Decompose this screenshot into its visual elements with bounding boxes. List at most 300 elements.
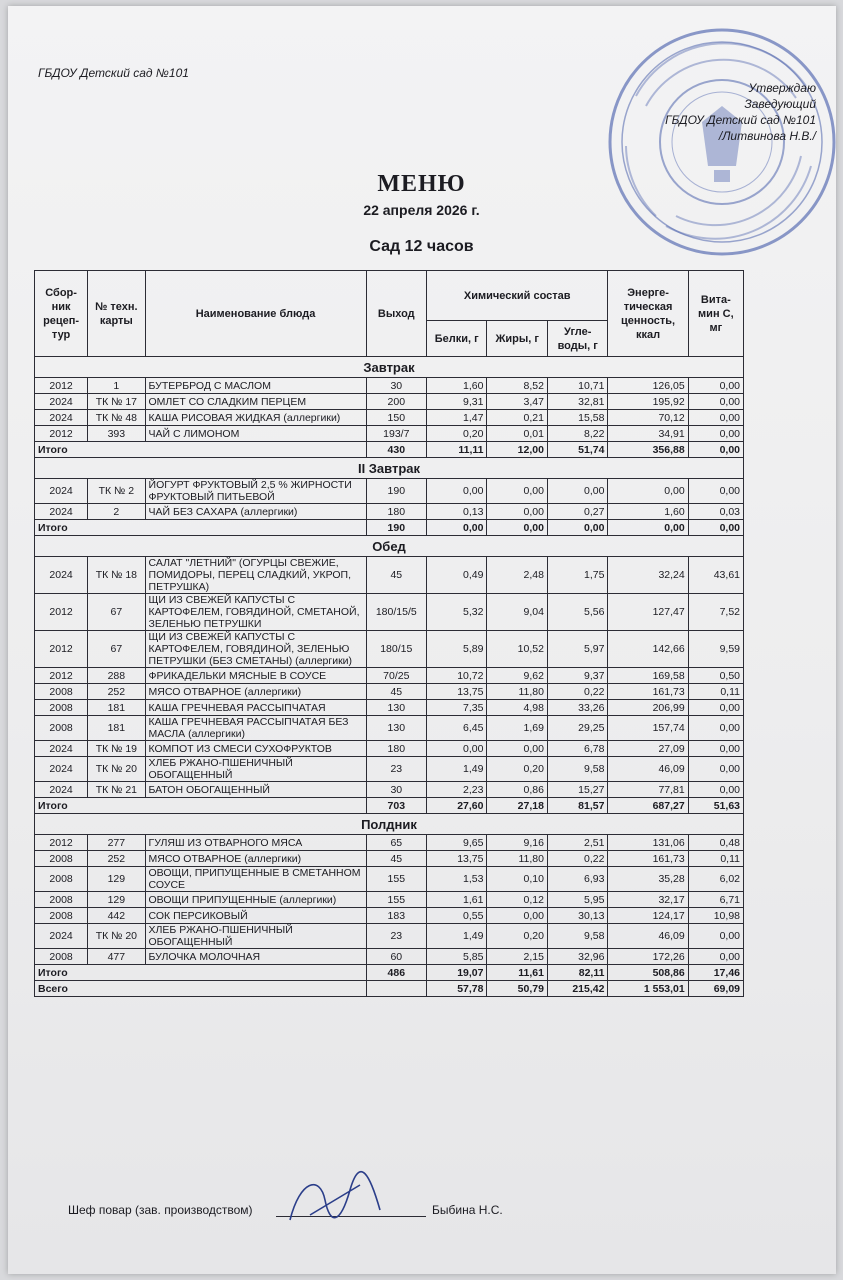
cell-energy: 46,09 (608, 924, 688, 949)
total-value: 17,46 (688, 965, 743, 981)
cell-energy: 46,09 (608, 757, 688, 782)
cell-vitamin: 0,00 (688, 741, 743, 757)
cell-recipe-book: 2012 (35, 594, 88, 631)
menu-row (35, 504, 744, 520)
cell-vitamin: 6,71 (688, 892, 743, 908)
col-recipe-book: Сбор-ник рецеп-тур (35, 271, 88, 357)
cell-tech-card: ТК № 20 (88, 924, 145, 949)
cell-carbs: 0,22 (547, 684, 607, 700)
cell-energy: 206,99 (608, 700, 688, 716)
cell-fat: 0,20 (487, 924, 547, 949)
cell-protein: 2,23 (427, 782, 487, 798)
total-value: 356,88 (608, 442, 688, 458)
col-fat: Жиры, г (487, 321, 547, 357)
menu-row (35, 908, 744, 924)
section-title: Завтрак (35, 357, 744, 378)
grand-total-value: 1 553,01 (608, 981, 688, 997)
cell-fat: 10,52 (487, 631, 547, 668)
cell-output: 155 (366, 892, 426, 908)
cell-dish-name: ОМЛЕТ СО СЛАДКИМ ПЕРЦЕМ (145, 394, 366, 410)
cell-recipe-book: 2012 (35, 668, 88, 684)
cell-carbs: 10,71 (547, 378, 607, 394)
cell-vitamin: 9,59 (688, 631, 743, 668)
cell-vitamin: 0,00 (688, 378, 743, 394)
cell-energy: 126,05 (608, 378, 688, 394)
grand-total-label: Всего (35, 981, 367, 997)
cell-protein: 9,65 (427, 835, 487, 851)
total-label: Итого (35, 965, 367, 981)
cell-dish-name: ЧАЙ С ЛИМОНОМ (145, 426, 366, 442)
cell-vitamin: 0,00 (688, 716, 743, 741)
cell-energy: 169,58 (608, 668, 688, 684)
cell-carbs: 15,58 (547, 410, 607, 426)
cell-protein: 1,49 (427, 757, 487, 782)
col-chemical: Химический состав (427, 271, 608, 321)
total-row (35, 965, 744, 981)
cell-fat: 0,12 (487, 892, 547, 908)
cell-output: 65 (366, 835, 426, 851)
approve-line: Утверждаю (748, 81, 816, 95)
cell-protein: 13,75 (427, 851, 487, 867)
cell-protein: 7,35 (427, 700, 487, 716)
cell-fat: 3,47 (487, 394, 547, 410)
cell-protein: 0,49 (427, 557, 487, 594)
cell-recipe-book: 2012 (35, 835, 88, 851)
total-value: 81,57 (547, 798, 607, 814)
total-row (35, 798, 744, 814)
cell-protein: 0,55 (427, 908, 487, 924)
total-value: 0,00 (487, 520, 547, 536)
cell-carbs: 6,78 (547, 741, 607, 757)
grand-total-value: 69,09 (688, 981, 743, 997)
cell-output: 150 (366, 410, 426, 426)
cell-vitamin: 0,00 (688, 700, 743, 716)
grand-total-value: 50,79 (487, 981, 547, 997)
cell-carbs: 32,81 (547, 394, 607, 410)
cell-fat: 0,10 (487, 867, 547, 892)
cell-carbs: 6,93 (547, 867, 607, 892)
cell-carbs: 2,51 (547, 835, 607, 851)
cell-carbs: 0,27 (547, 504, 607, 520)
cell-carbs: 9,58 (547, 757, 607, 782)
cell-output: 30 (366, 378, 426, 394)
approve-line: /Литвинова Н.В./ (718, 129, 816, 143)
col-dish-name: Наименование блюда (145, 271, 366, 357)
cell-carbs: 15,27 (547, 782, 607, 798)
menu-row (35, 479, 744, 504)
total-value: 11,11 (427, 442, 487, 458)
cell-tech-card: 1 (88, 378, 145, 394)
cell-tech-card: ТК № 2 (88, 479, 145, 504)
col-tech-card: № техн. карты (88, 271, 145, 357)
cell-output: 23 (366, 757, 426, 782)
cell-vitamin: 7,52 (688, 594, 743, 631)
cell-carbs: 5,56 (547, 594, 607, 631)
cell-carbs: 30,13 (547, 908, 607, 924)
total-value: 82,11 (547, 965, 607, 981)
cell-dish-name: КАША РИСОВАЯ ЖИДКАЯ (аллергики) (145, 410, 366, 426)
total-value: 0,00 (427, 520, 487, 536)
cell-protein: 1,47 (427, 410, 487, 426)
section-title: Полдник (35, 814, 744, 835)
cell-fat: 1,69 (487, 716, 547, 741)
cell-tech-card: 129 (88, 892, 145, 908)
cell-carbs: 1,75 (547, 557, 607, 594)
total-value: 51,63 (688, 798, 743, 814)
cell-vitamin: 10,98 (688, 908, 743, 924)
cell-recipe-book: 2008 (35, 851, 88, 867)
cell-recipe-book: 2024 (35, 782, 88, 798)
total-value: 687,27 (608, 798, 688, 814)
cell-dish-name: КАША ГРЕЧНЕВАЯ РАССЫПЧАТАЯ БЕЗ МАСЛА (аллергики) (145, 716, 366, 741)
cell-fat: 0,20 (487, 757, 547, 782)
cell-fat: 0,86 (487, 782, 547, 798)
menu-row (35, 716, 744, 741)
cell-carbs: 9,37 (547, 668, 607, 684)
cell-dish-name: КОМПОТ ИЗ СМЕСИ СУХОФРУКТОВ (145, 741, 366, 757)
cell-fat: 0,00 (487, 908, 547, 924)
cell-energy: 27,09 (608, 741, 688, 757)
cell-dish-name: ЩИ ИЗ СВЕЖЕЙ КАПУСТЫ С КАРТОФЕЛЕМ, ГОВЯДИНОЙ, ЗЕЛЕНЬЮ ПЕТРУШКИ (БЕЗ СМЕТАНЫ) (аллергики) (145, 631, 366, 668)
cell-fat: 0,00 (487, 479, 547, 504)
menu-row (35, 631, 744, 668)
menu-row (35, 851, 744, 867)
cell-energy: 32,17 (608, 892, 688, 908)
organization-name: ГБДОУ Детский сад №101 (38, 66, 189, 80)
cell-tech-card: 181 (88, 716, 145, 741)
cell-tech-card: 288 (88, 668, 145, 684)
section-header-row (35, 814, 744, 835)
cell-energy: 34,91 (608, 426, 688, 442)
cell-vitamin: 0,00 (688, 924, 743, 949)
document-title: МЕНЮ (377, 171, 466, 197)
cell-output: 180/15 (366, 631, 426, 668)
section-title: Обед (35, 536, 744, 557)
cell-energy: 157,74 (608, 716, 688, 741)
total-value: 51,74 (547, 442, 607, 458)
menu-row (35, 668, 744, 684)
cell-output: 193/7 (366, 426, 426, 442)
cell-vitamin: 0,00 (688, 426, 743, 442)
cell-protein: 6,45 (427, 716, 487, 741)
cell-dish-name: ФРИКАДЕЛЬКИ МЯСНЫЕ В СОУСЕ (145, 668, 366, 684)
cell-protein: 1,49 (427, 924, 487, 949)
col-output: Выход (366, 271, 426, 357)
menu-row (35, 378, 744, 394)
cell-dish-name: ЧАЙ БЕЗ САХАРА (аллергики) (145, 504, 366, 520)
cell-recipe-book: 2024 (35, 479, 88, 504)
cell-carbs: 9,58 (547, 924, 607, 949)
cell-protein: 5,85 (427, 949, 487, 965)
cell-fat: 0,01 (487, 426, 547, 442)
cell-tech-card: 129 (88, 867, 145, 892)
cell-dish-name: ЙОГУРТ ФРУКТОВЫЙ 2,5 % ЖИРНОСТИ ФРУКТОВЫЙ ПИТЬЕВОЙ (145, 479, 366, 504)
menu-row (35, 684, 744, 700)
cell-tech-card: 393 (88, 426, 145, 442)
menu-row (35, 924, 744, 949)
total-value: 27,18 (487, 798, 547, 814)
total-label: Итого (35, 442, 367, 458)
cell-recipe-book: 2008 (35, 684, 88, 700)
cell-energy: 35,28 (608, 867, 688, 892)
total-value: 486 (366, 965, 426, 981)
cell-vitamin: 0,00 (688, 410, 743, 426)
cell-vitamin: 0,50 (688, 668, 743, 684)
cell-protein: 1,53 (427, 867, 487, 892)
total-row (35, 520, 744, 536)
menu-row (35, 594, 744, 631)
document-date: 22 апреля 2026 г. (363, 202, 480, 218)
cell-recipe-book: 2008 (35, 867, 88, 892)
cell-dish-name: ГУЛЯШ ИЗ ОТВАРНОГО МЯСА (145, 835, 366, 851)
total-value: 0,00 (608, 520, 688, 536)
total-value: 508,86 (608, 965, 688, 981)
total-value: 12,00 (487, 442, 547, 458)
cell-energy: 161,73 (608, 851, 688, 867)
cell-vitamin: 0,11 (688, 851, 743, 867)
cell-energy: 131,06 (608, 835, 688, 851)
chef-signature (280, 1170, 390, 1230)
cell-tech-card: 252 (88, 684, 145, 700)
cell-output: 45 (366, 557, 426, 594)
cell-carbs: 32,96 (547, 949, 607, 965)
section-header-row (35, 458, 744, 479)
cell-tech-card: 67 (88, 631, 145, 668)
cell-recipe-book: 2024 (35, 757, 88, 782)
cell-tech-card: 477 (88, 949, 145, 965)
total-value: 19,07 (427, 965, 487, 981)
cell-protein: 10,72 (427, 668, 487, 684)
cell-fat: 4,98 (487, 700, 547, 716)
menu-row (35, 700, 744, 716)
cell-dish-name: КАША ГРЕЧНЕВАЯ РАССЫПЧАТАЯ (145, 700, 366, 716)
cell-dish-name: БУЛОЧКА МОЛОЧНАЯ (145, 949, 366, 965)
group-title: Сад 12 часов (369, 238, 474, 255)
cell-protein: 0,13 (427, 504, 487, 520)
total-value: 703 (366, 798, 426, 814)
cell-energy: 127,47 (608, 594, 688, 631)
col-vitamin: Вита-мин С, мг (688, 271, 743, 357)
cell-dish-name: МЯСО ОТВАРНОЕ (аллергики) (145, 684, 366, 700)
menu-row (35, 757, 744, 782)
menu-row (35, 867, 744, 892)
cell-energy: 172,26 (608, 949, 688, 965)
cell-protein: 5,89 (427, 631, 487, 668)
cell-energy: 195,92 (608, 394, 688, 410)
cell-output: 190 (366, 479, 426, 504)
cell-recipe-book: 2008 (35, 700, 88, 716)
cell-tech-card: 2 (88, 504, 145, 520)
total-value: 0,00 (547, 520, 607, 536)
cell-vitamin: 0,00 (688, 394, 743, 410)
total-label: Итого (35, 520, 367, 536)
cell-dish-name: ЩИ ИЗ СВЕЖЕЙ КАПУСТЫ С КАРТОФЕЛЕМ, ГОВЯДИНОЙ, СМЕТАНОЙ, ЗЕЛЕНЬЮ ПЕТРУШКИ (145, 594, 366, 631)
cell-carbs: 0,00 (547, 479, 607, 504)
total-value: 11,61 (487, 965, 547, 981)
section-header-row (35, 536, 744, 557)
cell-vitamin: 0,48 (688, 835, 743, 851)
cell-recipe-book: 2024 (35, 394, 88, 410)
cell-carbs: 5,95 (547, 892, 607, 908)
cell-tech-card: 67 (88, 594, 145, 631)
cell-vitamin: 0,00 (688, 782, 743, 798)
cell-carbs: 29,25 (547, 716, 607, 741)
grand-total-value: 215,42 (547, 981, 607, 997)
cell-energy: 32,24 (608, 557, 688, 594)
chef-label: Шеф повар (зав. производством) (68, 1203, 253, 1217)
cell-protein: 0,00 (427, 741, 487, 757)
total-value: 430 (366, 442, 426, 458)
cell-recipe-book: 2024 (35, 741, 88, 757)
cell-dish-name: БАТОН ОБОГАЩЕННЫЙ (145, 782, 366, 798)
cell-dish-name: ХЛЕБ РЖАНО-ПШЕНИЧНЫЙ ОБОГАЩЕННЫЙ (145, 757, 366, 782)
cell-recipe-book: 2008 (35, 892, 88, 908)
grand-total-value: 57,78 (427, 981, 487, 997)
cell-recipe-book: 2012 (35, 631, 88, 668)
cell-energy: 0,00 (608, 479, 688, 504)
cell-output: 130 (366, 700, 426, 716)
cell-fat: 0,21 (487, 410, 547, 426)
cell-energy: 70,12 (608, 410, 688, 426)
cell-output: 45 (366, 851, 426, 867)
cell-recipe-book: 2024 (35, 410, 88, 426)
col-carbs: Угле-воды, г (547, 321, 607, 357)
cell-vitamin: 0,00 (688, 949, 743, 965)
cell-recipe-book: 2012 (35, 426, 88, 442)
grand-total-value (366, 981, 426, 997)
menu-row (35, 426, 744, 442)
cell-dish-name: ОВОЩИ, ПРИПУЩЕННЫЕ В СМЕТАННОМ СОУСЕ (145, 867, 366, 892)
cell-protein: 1,61 (427, 892, 487, 908)
cell-output: 183 (366, 908, 426, 924)
total-value: 0,00 (688, 520, 743, 536)
menu-body (35, 357, 744, 997)
cell-dish-name: ХЛЕБ РЖАНО-ПШЕНИЧНЫЙ ОБОГАЩЕННЫЙ (145, 924, 366, 949)
cell-dish-name: МЯСО ОТВАРНОЕ (аллергики) (145, 851, 366, 867)
cell-protein: 0,00 (427, 479, 487, 504)
cell-recipe-book: 2008 (35, 908, 88, 924)
cell-carbs: 33,26 (547, 700, 607, 716)
cell-vitamin: 0,00 (688, 757, 743, 782)
menu-row (35, 949, 744, 965)
section-header-row (35, 357, 744, 378)
cell-vitamin: 0,03 (688, 504, 743, 520)
cell-tech-card: 277 (88, 835, 145, 851)
total-row (35, 442, 744, 458)
cell-energy: 77,81 (608, 782, 688, 798)
cell-dish-name: БУТЕРБРОД С МАСЛОМ (145, 378, 366, 394)
cell-recipe-book: 2024 (35, 504, 88, 520)
cell-output: 23 (366, 924, 426, 949)
menu-row (35, 557, 744, 594)
cell-output: 70/25 (366, 668, 426, 684)
approve-line: Заведующий (744, 97, 816, 111)
cell-fat: 2,48 (487, 557, 547, 594)
total-value: 27,60 (427, 798, 487, 814)
menu-row (35, 782, 744, 798)
cell-tech-card: ТК № 17 (88, 394, 145, 410)
cell-protein: 0,20 (427, 426, 487, 442)
cell-energy: 142,66 (608, 631, 688, 668)
grand-total-row (35, 981, 744, 997)
menu-row (35, 394, 744, 410)
cell-vitamin: 0,00 (688, 479, 743, 504)
cell-tech-card: ТК № 48 (88, 410, 145, 426)
cell-energy: 124,17 (608, 908, 688, 924)
cell-protein: 5,32 (427, 594, 487, 631)
cell-fat: 0,00 (487, 741, 547, 757)
cell-fat: 9,04 (487, 594, 547, 631)
cell-fat: 8,52 (487, 378, 547, 394)
cell-fat: 9,62 (487, 668, 547, 684)
cell-output: 200 (366, 394, 426, 410)
cell-output: 60 (366, 949, 426, 965)
cell-output: 30 (366, 782, 426, 798)
cell-dish-name: САЛАТ "ЛЕТНИЙ" (ОГУРЦЫ СВЕЖИЕ, ПОМИДОРЫ, ПЕРЕЦ СЛАДКИЙ, УКРОП, ПЕТРУШКА) (145, 557, 366, 594)
cell-output: 180 (366, 504, 426, 520)
cell-tech-card: ТК № 19 (88, 741, 145, 757)
cell-carbs: 0,22 (547, 851, 607, 867)
cell-protein: 1,60 (427, 378, 487, 394)
cell-carbs: 5,97 (547, 631, 607, 668)
cell-protein: 13,75 (427, 684, 487, 700)
cell-recipe-book: 2024 (35, 924, 88, 949)
cell-energy: 161,73 (608, 684, 688, 700)
approval-block (616, 80, 816, 144)
menu-table (34, 270, 744, 997)
menu-row (35, 835, 744, 851)
cell-recipe-book: 2024 (35, 557, 88, 594)
cell-tech-card: ТК № 21 (88, 782, 145, 798)
menu-row (35, 892, 744, 908)
menu-row (35, 410, 744, 426)
cell-tech-card: 181 (88, 700, 145, 716)
cell-fat: 9,16 (487, 835, 547, 851)
cell-vitamin: 0,11 (688, 684, 743, 700)
cell-tech-card: 442 (88, 908, 145, 924)
cell-vitamin: 6,02 (688, 867, 743, 892)
menu-row (35, 741, 744, 757)
cell-fat: 0,00 (487, 504, 547, 520)
cell-fat: 11,80 (487, 684, 547, 700)
cell-dish-name: ОВОЩИ ПРИПУЩЕННЫЕ (аллергики) (145, 892, 366, 908)
cell-recipe-book: 2012 (35, 378, 88, 394)
cell-recipe-book: 2008 (35, 949, 88, 965)
cell-recipe-book: 2008 (35, 716, 88, 741)
cell-protein: 9,31 (427, 394, 487, 410)
cell-output: 45 (366, 684, 426, 700)
col-energy: Энерге-тическая ценность, ккал (608, 271, 688, 357)
total-label: Итого (35, 798, 367, 814)
cell-output: 180/15/5 (366, 594, 426, 631)
total-value: 0,00 (688, 442, 743, 458)
cell-energy: 1,60 (608, 504, 688, 520)
section-title: II Завтрак (35, 458, 744, 479)
cell-tech-card: ТК № 20 (88, 757, 145, 782)
cell-carbs: 8,22 (547, 426, 607, 442)
cell-vitamin: 43,61 (688, 557, 743, 594)
col-protein: Белки, г (427, 321, 487, 357)
cell-dish-name: СОК ПЕРСИКОВЫЙ (145, 908, 366, 924)
cell-output: 180 (366, 741, 426, 757)
chef-name: Быбина Н.С. (432, 1203, 503, 1217)
cell-output: 130 (366, 716, 426, 741)
cell-fat: 11,80 (487, 851, 547, 867)
cell-fat: 2,15 (487, 949, 547, 965)
total-value: 190 (366, 520, 426, 536)
cell-output: 155 (366, 867, 426, 892)
approve-line: ГБДОУ Детский сад №101 (665, 113, 816, 127)
